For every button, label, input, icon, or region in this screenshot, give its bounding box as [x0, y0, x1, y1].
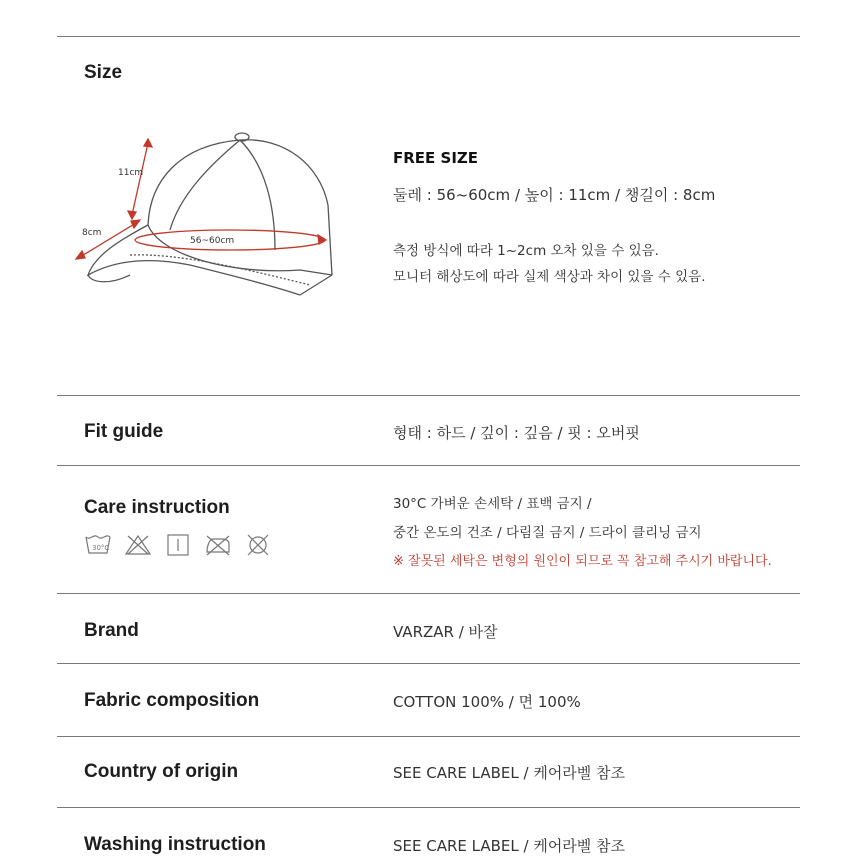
- size-note-2: 모니터 해상도에 따라 실제 색상과 차이 있을 수 있음.: [393, 269, 706, 285]
- divider: [57, 663, 800, 664]
- fabric-composition-value: COTTON 100% / 면 100%: [393, 693, 581, 711]
- fit-guide-value: 형태 : 하드 / 깊이 : 깊음 / 핏 : 오버핏: [393, 424, 640, 442]
- care-icons: [84, 533, 272, 557]
- hand-wash-30-icon: [84, 533, 112, 557]
- country-of-origin-label: Country of origin: [84, 761, 239, 782]
- care-instruction-label: Care instruction: [84, 497, 230, 518]
- divider: [57, 36, 800, 37]
- divider: [57, 807, 800, 808]
- size-label: Size: [84, 62, 123, 83]
- fit-guide-label: Fit guide: [84, 421, 164, 442]
- size-title: FREE SIZE: [393, 149, 479, 167]
- country-of-origin-value: SEE CARE LABEL / 케어라벨 참조: [393, 764, 626, 782]
- care-line-1: 30°C 가벼운 손세탁 / 표백 금지 /: [393, 496, 592, 512]
- brim-label: 8cm: [82, 228, 102, 238]
- washing-instruction-value: SEE CARE LABEL / 케어라벨 참조: [393, 837, 626, 855]
- care-warning: ※ 잘못된 세탁은 변형의 원인이 되므로 꼭 참고해 주시기 바랍니다.: [393, 554, 772, 569]
- brand-value: VARZAR / 바잘: [393, 623, 498, 641]
- divider: [57, 395, 800, 396]
- fabric-composition-label: Fabric composition: [84, 690, 260, 711]
- no-iron-icon: [204, 533, 232, 557]
- washing-instruction-label: Washing instruction: [84, 834, 266, 855]
- care-line-2: 중간 온도의 건조 / 다림질 금지 / 드라이 클리닝 금지: [393, 525, 702, 541]
- height-label: 11cm: [118, 168, 144, 178]
- no-bleach-icon: [124, 533, 152, 557]
- divider: [57, 593, 800, 594]
- cap-size-diagram: [70, 125, 345, 315]
- circumference-label: 56~60cm: [190, 236, 235, 246]
- size-dims: 둘레 : 56~60cm / 높이 : 11cm / 챙길이 : 8cm: [393, 186, 716, 204]
- no-dry-clean-icon: [244, 533, 272, 557]
- size-note-1: 측정 방식에 따라 1~2cm 오차 있을 수 있음.: [393, 243, 659, 259]
- divider: [57, 465, 800, 466]
- tumble-dry-medium-icon: [164, 533, 192, 557]
- brand-label: Brand: [84, 620, 139, 641]
- wash-temp-label: 30°C: [92, 544, 110, 552]
- divider: [57, 736, 800, 737]
